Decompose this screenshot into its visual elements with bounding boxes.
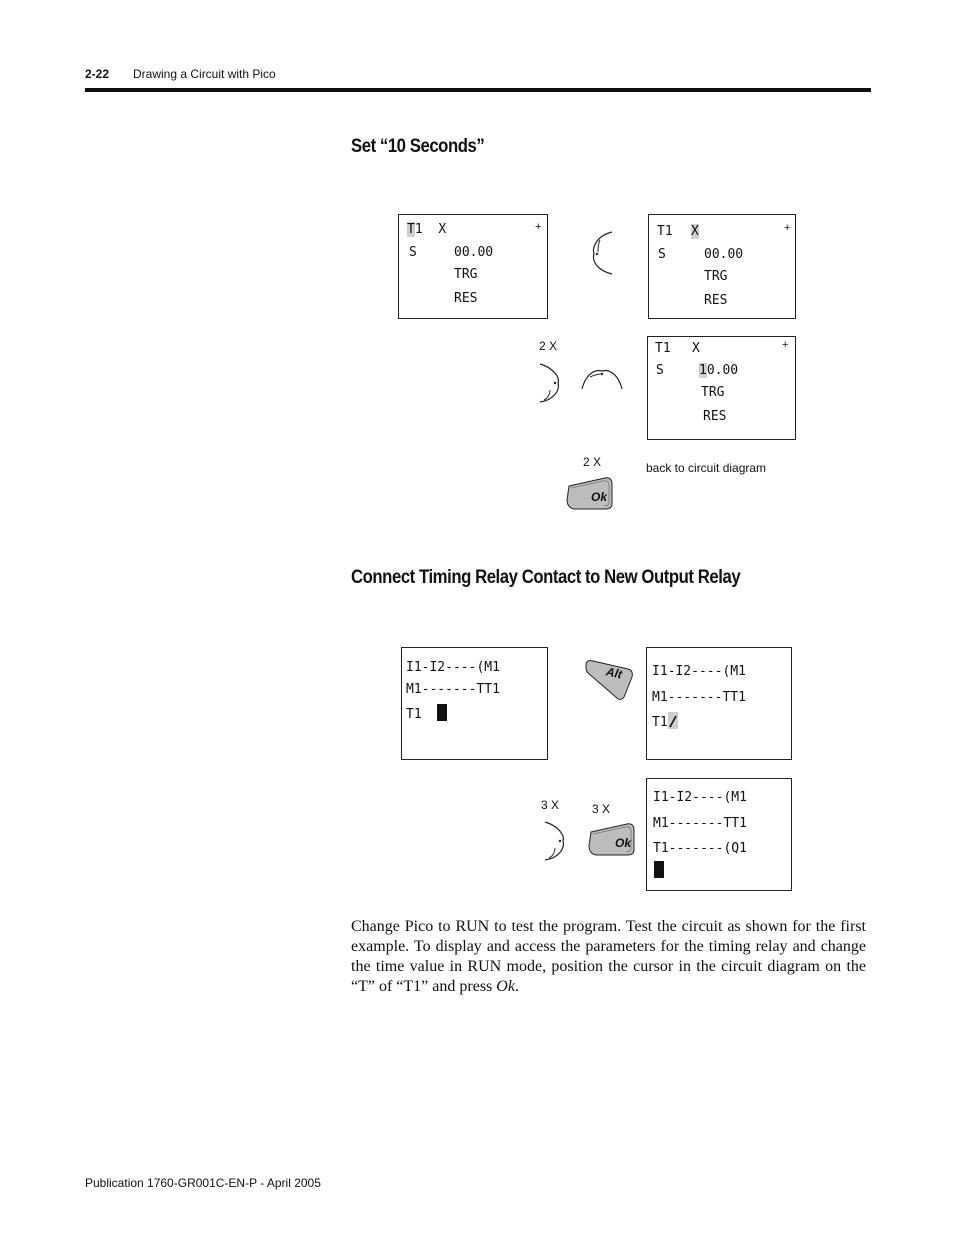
plus-sign: + [782, 339, 789, 351]
circuit-line-1: I1-I2----(M1 [652, 664, 746, 679]
time-value: 00.00 [454, 245, 494, 260]
s-label: S [658, 247, 666, 262]
chapter-title: Drawing a Circuit with Pico [133, 67, 276, 81]
cursor-right-icon [536, 362, 564, 404]
res-label: RES [704, 293, 728, 308]
plus-sign: + [784, 222, 791, 234]
circuit-line-3: T1-------(Q1 [653, 841, 747, 856]
header-rule [85, 88, 871, 92]
block-cursor-shape [654, 861, 664, 878]
trg-label: TRG [704, 269, 728, 284]
ok-key-label: Ok [591, 490, 608, 504]
ok-key-label: Ok [615, 836, 632, 850]
s-label: S [656, 363, 664, 378]
circuit-line-3 [406, 704, 447, 722]
section-title-connect-timing-relay: Connect Timing Relay Contact to New Output Relay [351, 567, 741, 588]
section-title-set-10-seconds: Set “10 Seconds” [351, 136, 485, 157]
circuit-line-2: M1-------TT1 [653, 816, 747, 831]
res-label: RES [454, 291, 478, 306]
circuit-line-2: M1-------TT1 [406, 682, 500, 697]
cursor-left-icon [588, 230, 620, 276]
lcd-screen-timer-3 [647, 336, 796, 440]
publication-footer: Publication 1760-GR001C-EN-P - April 2005 [85, 1176, 321, 1190]
alt-key-label: Alt [604, 664, 624, 682]
back-note: back to circuit diagram [646, 461, 767, 475]
repeat-count-label: 3 X [592, 802, 611, 816]
paragraph-ok-key: Ok [496, 978, 515, 995]
lcd-circuit-screen-1 [401, 647, 548, 760]
cursor-up-icon [580, 365, 624, 393]
repeat-count-label: 2 X [583, 455, 602, 469]
time-value-rest: 0.00 [706, 363, 739, 378]
plus-sign: + [535, 221, 542, 233]
res-label: RES [703, 409, 727, 424]
circuit-line-1: I1-I2----(M1 [653, 790, 747, 805]
circuit-line-3 [652, 712, 678, 730]
time-value: 00.00 [704, 247, 744, 262]
timer-mode: X [438, 222, 447, 237]
timer-name: T1 [657, 224, 673, 239]
repeat-count-label: 3 X [541, 798, 560, 812]
timer-mode-selected: X [691, 224, 699, 239]
time-value [699, 363, 738, 378]
lcd-line: T1 X [407, 222, 447, 237]
lcd-circuit-screen-2 [646, 647, 792, 760]
paragraph-text: Change Pico to RUN to test the program. Test the circuit as shown for the first example. To display and access the parameters for the timing relay and change the time value in RUN mode, position the cursor in the circuit diagram on the “T” of “T1” and press [351, 918, 866, 995]
contact-label: T1 [406, 707, 430, 722]
contact-label: T1 [652, 715, 668, 730]
trg-label: TRG [701, 385, 725, 400]
cursor-right-icon [541, 820, 569, 862]
trg-label: TRG [454, 267, 478, 282]
ok-key-icon [587, 822, 635, 856]
repeat-count-label: 2 X [539, 339, 558, 353]
lcd-screen-timer-1 [398, 214, 548, 319]
lcd-screen-timer-2 [648, 214, 796, 319]
circuit-line-2: M1-------TT1 [652, 690, 746, 705]
block-cursor [654, 861, 664, 880]
circuit-line-1: I1-I2----(M1 [406, 660, 500, 675]
body-paragraph [351, 917, 866, 997]
lcd-circuit-screen-3 [646, 778, 792, 891]
timer-name: T1 [655, 341, 671, 356]
nc-contact-cursor [668, 712, 678, 729]
page-number: 2-22 [85, 67, 110, 81]
ok-key-icon [565, 476, 613, 510]
paragraph-end: . [514, 978, 519, 995]
alt-key-icon [584, 659, 634, 701]
edit-digit: 1 [699, 363, 707, 378]
cursor-highlight: T [407, 222, 415, 237]
timer-mode: X [692, 341, 700, 356]
block-cursor [437, 704, 447, 721]
s-label: S [409, 245, 417, 260]
